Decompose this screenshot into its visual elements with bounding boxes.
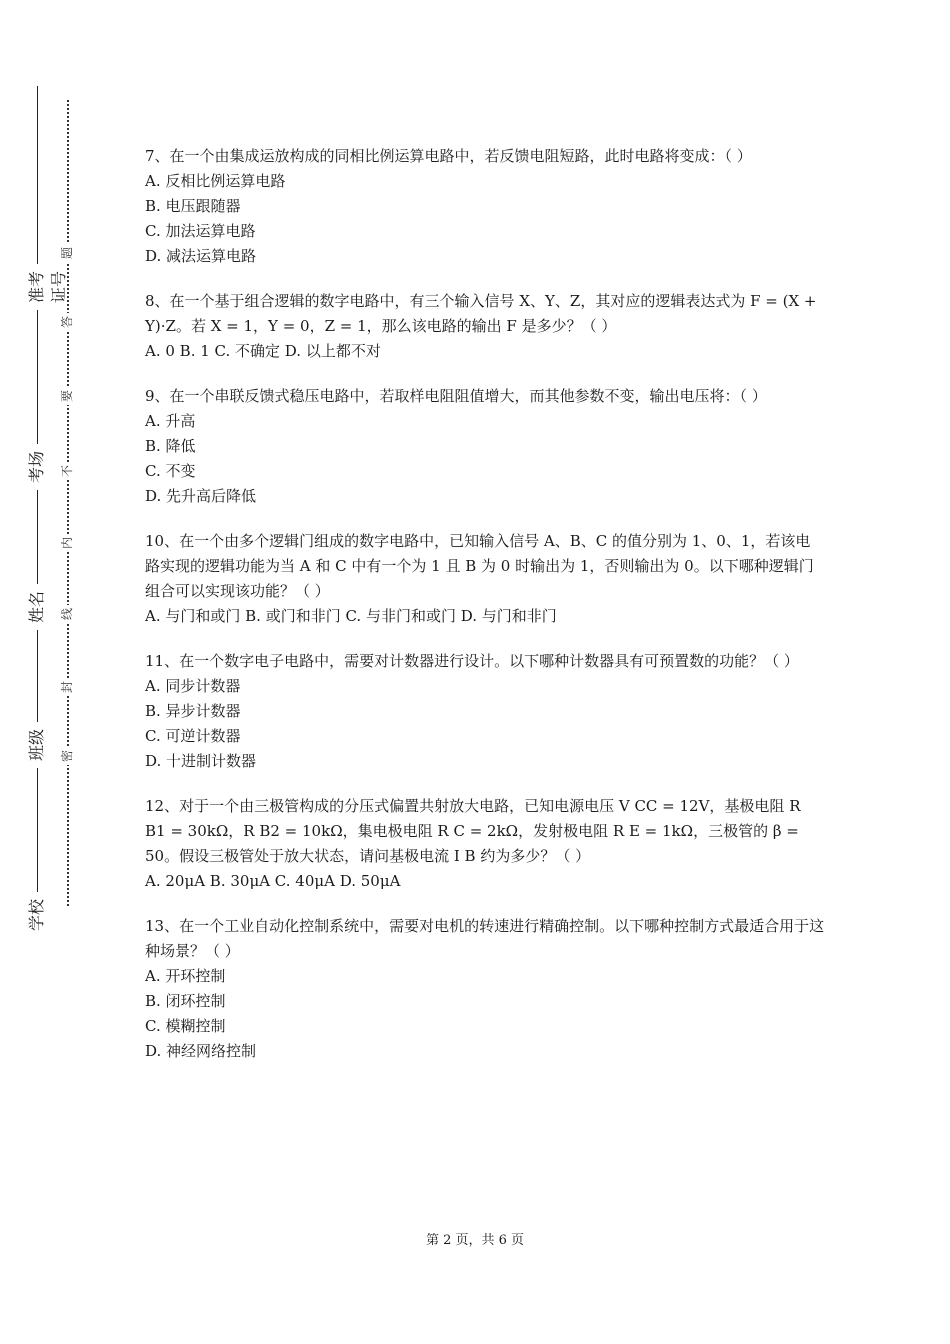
label-exam-room: 考场 xyxy=(26,444,48,490)
option-b: B. 异步计数器 xyxy=(145,702,241,720)
seal-char: 密 xyxy=(58,747,76,765)
option-a: A. 反相比例运算电路 xyxy=(145,172,286,190)
option-c: C. 模糊控制 xyxy=(145,1017,226,1035)
question-text: 10、在一个由多个逻辑门组成的数字电路中，已知输入信号 A、B、C 的值分别为 1、0、1，若该电路实现的逻辑功能为当 A 和 C 中有一个为 1 且 B 为 0 时输出为 1，否则输出为 0。以下哪种逻辑门组合可以实现该功能？（ ） xyxy=(145,532,814,600)
question-7 xyxy=(145,144,825,269)
question-10 xyxy=(145,529,825,629)
option-d: D. 减法运算电路 xyxy=(145,247,257,265)
question-list xyxy=(145,144,825,1084)
seal-char: 不 xyxy=(58,462,76,480)
options-line: A. 与门和或门 B. 或门和非门 C. 与非门和或门 D. 与门和非门 xyxy=(145,607,557,625)
question-text: 7、在一个由集成运放构成的同相比例运算电路中，若反馈电阻短路，此时电路将变成：（ ） xyxy=(145,147,752,165)
option-c: C. 可逆计数器 xyxy=(145,727,241,745)
seal-char: 题 xyxy=(58,244,76,262)
option-d: D. 十进制计数器 xyxy=(145,752,257,770)
option-a: A. 开环控制 xyxy=(145,967,226,985)
binding-solid-line xyxy=(37,86,38,908)
options-line: A. 0 B. 1 C. 不确定 D. 以上都不对 xyxy=(145,342,381,360)
label-class: 班级 xyxy=(26,722,48,768)
question-text: 12、对于一个由三极管构成的分压式偏置共射放大电路，已知电源电压 V CC = 12V，基极电阻 R B1 = 30kΩ，R B2 = 10kΩ，集电极电阻 R C = 2kΩ，发射极电阻 R E = 1kΩ，三极管的 β = 50。假设三极管处于放大状态，请问基极电流 I B 约为多少？（ ） xyxy=(145,797,801,865)
seal-char: 内 xyxy=(58,534,76,552)
binding-dotted-line xyxy=(67,100,69,906)
question-text: 8、在一个基于组合逻辑的数字电路中，有三个输入信号 X、Y、Z，其对应的逻辑表达式为 F = (X + Y)·Z。若 X = 1，Y = 0，Z = 1，那么该电路的输出 F 是多少？（ ） xyxy=(145,292,817,335)
seal-char: 封 xyxy=(58,678,76,696)
label-name: 姓名 xyxy=(26,584,48,630)
seal-char: 要 xyxy=(58,387,76,405)
seal-char: 答 xyxy=(58,313,76,331)
question-text: 9、在一个串联反馈式稳压电路中，若取样电阻阻值增大，而其他参数不变，输出电压将：（ ） xyxy=(145,387,767,405)
question-11 xyxy=(145,649,825,774)
question-12 xyxy=(145,794,825,894)
option-a: A. 同步计数器 xyxy=(145,677,241,695)
options-line: A. 20μA B. 30μA C. 40μA D. 50μA xyxy=(145,872,401,890)
option-c: C. 不变 xyxy=(145,462,196,480)
question-text: 13、在一个工业自动化控制系统中，需要对电机的转速进行精确控制。以下哪种控制方式最适合用于这种场景？（ ） xyxy=(145,917,825,960)
option-c: C. 加法运算电路 xyxy=(145,222,256,240)
question-9 xyxy=(145,384,825,509)
seal-char: 线 xyxy=(58,605,76,623)
option-d: D. 先升高后降低 xyxy=(145,487,257,505)
page-number-footer: 第 2 页，共 6 页 xyxy=(425,1233,525,1248)
label-exam-number: 准考证号 xyxy=(26,264,48,310)
option-b: B. 电压跟随器 xyxy=(145,197,241,215)
option-d: D. 神经网络控制 xyxy=(145,1042,257,1060)
label-school: 学校 xyxy=(26,892,48,938)
option-a: A. 升高 xyxy=(145,412,196,430)
option-b: B. 降低 xyxy=(145,437,196,455)
question-8 xyxy=(145,289,825,364)
question-text: 11、在一个数字电子电路中，需要对计数器进行设计。以下哪种计数器具有可预置数的功能？（ ） xyxy=(145,652,799,670)
question-13 xyxy=(145,914,825,1064)
option-b: B. 闭环控制 xyxy=(145,992,226,1010)
